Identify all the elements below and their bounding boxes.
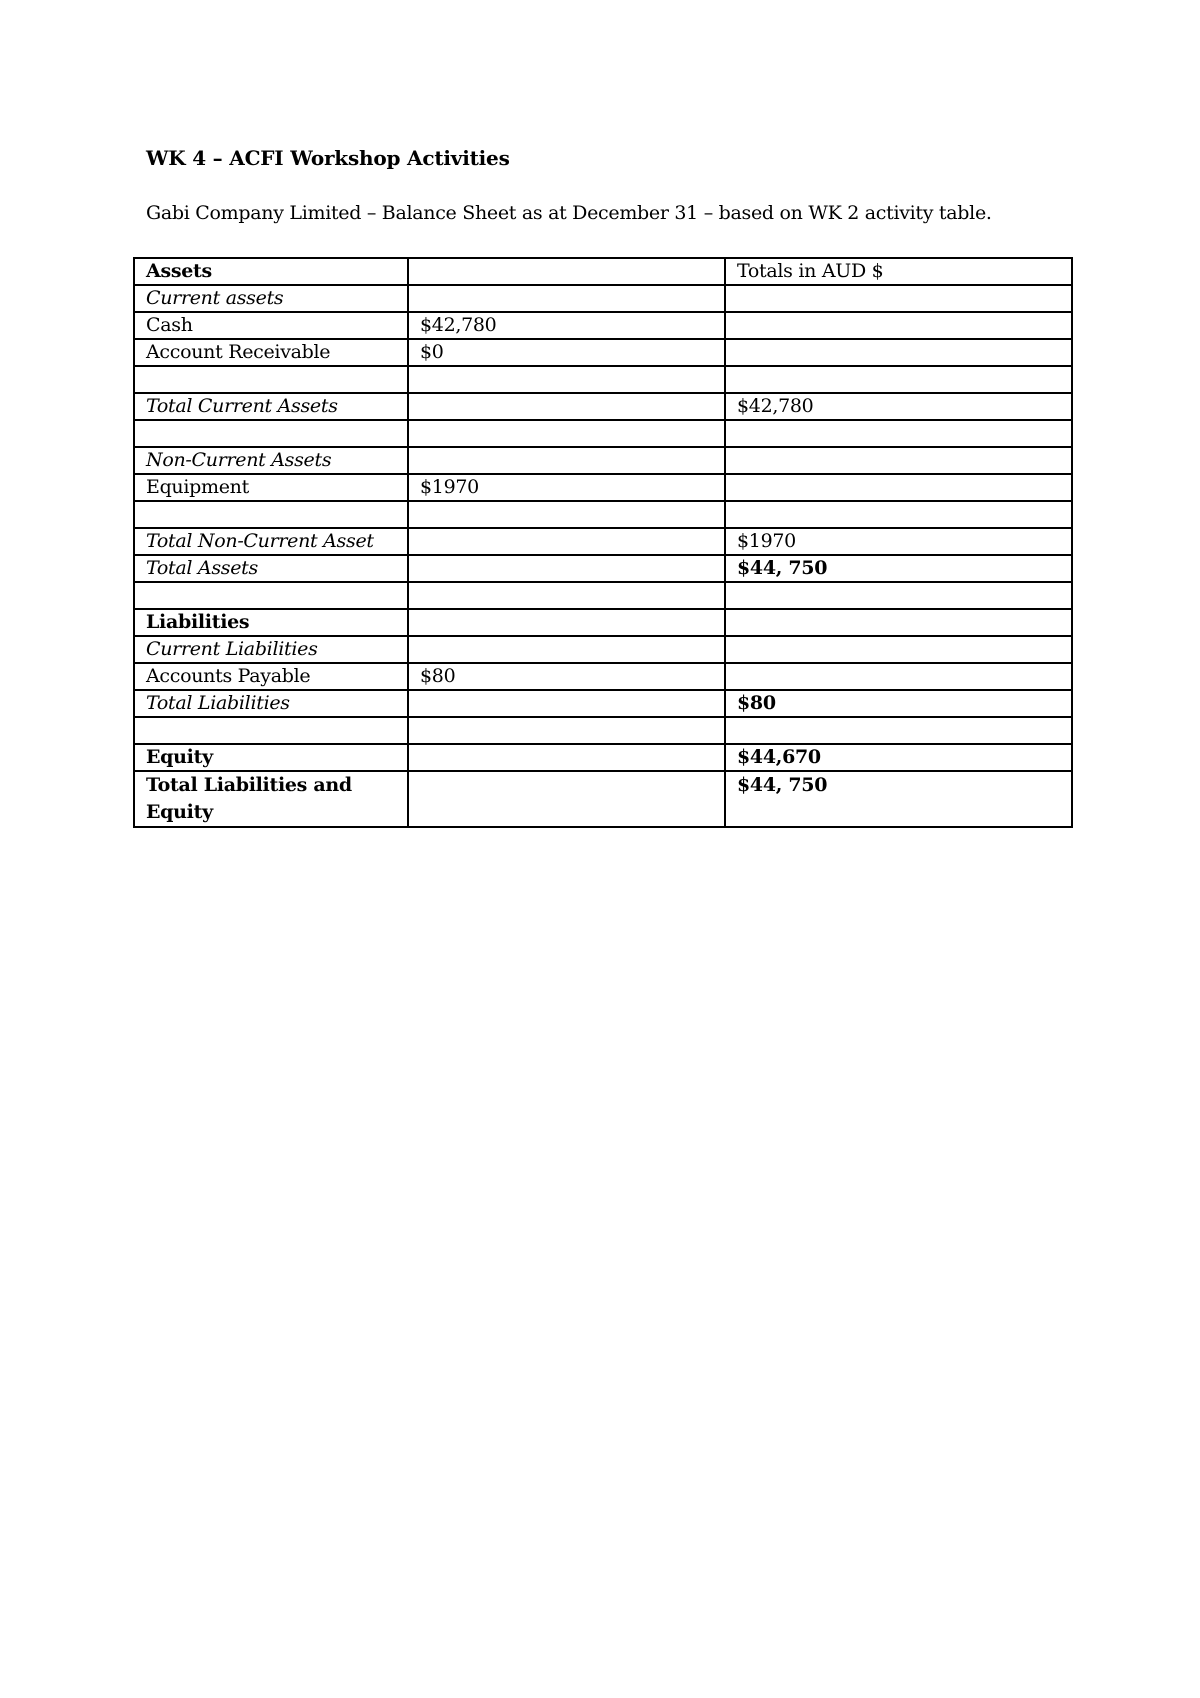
row-amount-cell [408,771,725,827]
document-subtitle: Gabi Company Limited – Balance Sheet as at December 31 – based on WK 2 activity table. [146,202,992,224]
row-amount-cell [408,285,725,312]
row-amount-cell [408,717,725,744]
table-row [134,663,1072,690]
row-label-cell: Equity [134,744,408,771]
row-label-cell: Current Liabilities [134,636,408,663]
row-label-cell: Total Assets [134,555,408,582]
row-total-cell [725,420,1072,447]
row-amount-cell [408,528,725,555]
row-label-cell [134,420,408,447]
table-row [134,474,1072,501]
table-row [134,393,1072,420]
row-total-cell [725,312,1072,339]
row-label-cell: Accounts Payable [134,663,408,690]
row-total-cell [725,582,1072,609]
table-row [134,771,1072,827]
row-total-cell [725,663,1072,690]
row-total-cell: $42,780 [725,393,1072,420]
table-row [134,285,1072,312]
row-amount-cell [408,690,725,717]
table-row [134,312,1072,339]
table-row [134,258,1072,285]
table-row [134,339,1072,366]
row-label-cell: Cash [134,312,408,339]
table-row [134,636,1072,663]
balance-sheet-body [134,258,1072,827]
row-label-cell [134,582,408,609]
table-row [134,528,1072,555]
row-total-cell [725,717,1072,744]
table-row [134,582,1072,609]
row-amount-cell [408,555,725,582]
table-row [134,744,1072,771]
row-amount-cell [408,447,725,474]
row-amount-cell: $80 [408,663,725,690]
row-total-cell [725,339,1072,366]
table-row [134,420,1072,447]
table-row [134,366,1072,393]
row-label-cell: Liabilities [134,609,408,636]
row-label-cell [134,366,408,393]
row-label-cell: Total Current Assets [134,393,408,420]
row-total-cell [725,636,1072,663]
row-total-cell: $80 [725,690,1072,717]
row-amount-cell [408,393,725,420]
row-amount-cell [408,366,725,393]
row-total-cell [725,285,1072,312]
row-amount-cell [408,582,725,609]
balance-sheet-table [133,257,1073,828]
row-total-cell: $44, 750 [725,771,1072,827]
row-label-cell [134,501,408,528]
table-row [134,609,1072,636]
row-amount-cell: $0 [408,339,725,366]
row-label-cell: Equipment [134,474,408,501]
document-heading: WK 4 – ACFI Workshop Activities [146,146,510,170]
row-total-cell [725,474,1072,501]
row-amount-cell [408,636,725,663]
row-amount-cell: $42,780 [408,312,725,339]
table-row [134,690,1072,717]
row-amount-cell [408,258,725,285]
row-label-cell [134,717,408,744]
row-total-cell: $44,670 [725,744,1072,771]
row-total-cell [725,366,1072,393]
row-label-cell: Total Liabilities [134,690,408,717]
row-total-cell: Totals in AUD $ [725,258,1072,285]
row-label-cell: Non-Current Assets [134,447,408,474]
row-amount-cell [408,609,725,636]
row-amount-cell [408,420,725,447]
table-row [134,555,1072,582]
row-label-cell: Total Non-Current Asset [134,528,408,555]
row-total-cell: $1970 [725,528,1072,555]
row-label-cell: Current assets [134,285,408,312]
table-row [134,501,1072,528]
row-total-cell [725,501,1072,528]
row-amount-cell [408,744,725,771]
row-total-cell [725,609,1072,636]
row-amount-cell: $1970 [408,474,725,501]
row-amount-cell [408,501,725,528]
row-label-cell: Account Receivable [134,339,408,366]
table-row [134,717,1072,744]
row-total-cell: $44, 750 [725,555,1072,582]
row-label-cell: Assets [134,258,408,285]
row-label-cell: Total Liabilities and Equity [134,771,408,827]
table-row [134,447,1072,474]
row-total-cell [725,447,1072,474]
